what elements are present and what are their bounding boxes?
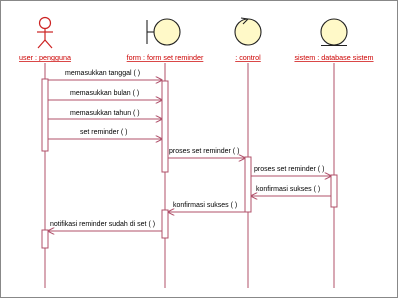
message-label-9: notifikasi reminder sudah di set ( ) [50,221,156,228]
message-label-2: memasukkan bulan ( ) [70,90,140,97]
lifeline-label-user: user : pengguna [19,53,71,62]
activation-user-2 [42,230,48,248]
control-icon [235,18,261,45]
message-label-6: proses set reminder ( ) [254,166,325,173]
message-label-3: memasukkan tahun ( ) [70,110,140,117]
activation-db-1 [331,175,337,207]
lifeline-label-form: form : form set reminder [126,53,204,62]
entity-icon [321,19,347,46]
activation-control-1 [245,157,251,212]
lifeline-label-control: : control [235,53,261,62]
activation-form-2 [162,210,168,238]
message-label-8: konfirmasi sukses ( ) [173,202,238,209]
activation-form-1 [162,81,168,172]
activation-user-1 [42,79,48,151]
message-label-4: set reminder ( ) [80,129,128,136]
message-label-7: konfirmasi sukses ( ) [256,186,321,193]
message-label-5: proses set reminder ( ) [169,148,240,155]
message-label-1: memasukkan tanggal ( ) [65,70,141,77]
lifeline-label-db: sistem : database sistem [294,53,374,62]
